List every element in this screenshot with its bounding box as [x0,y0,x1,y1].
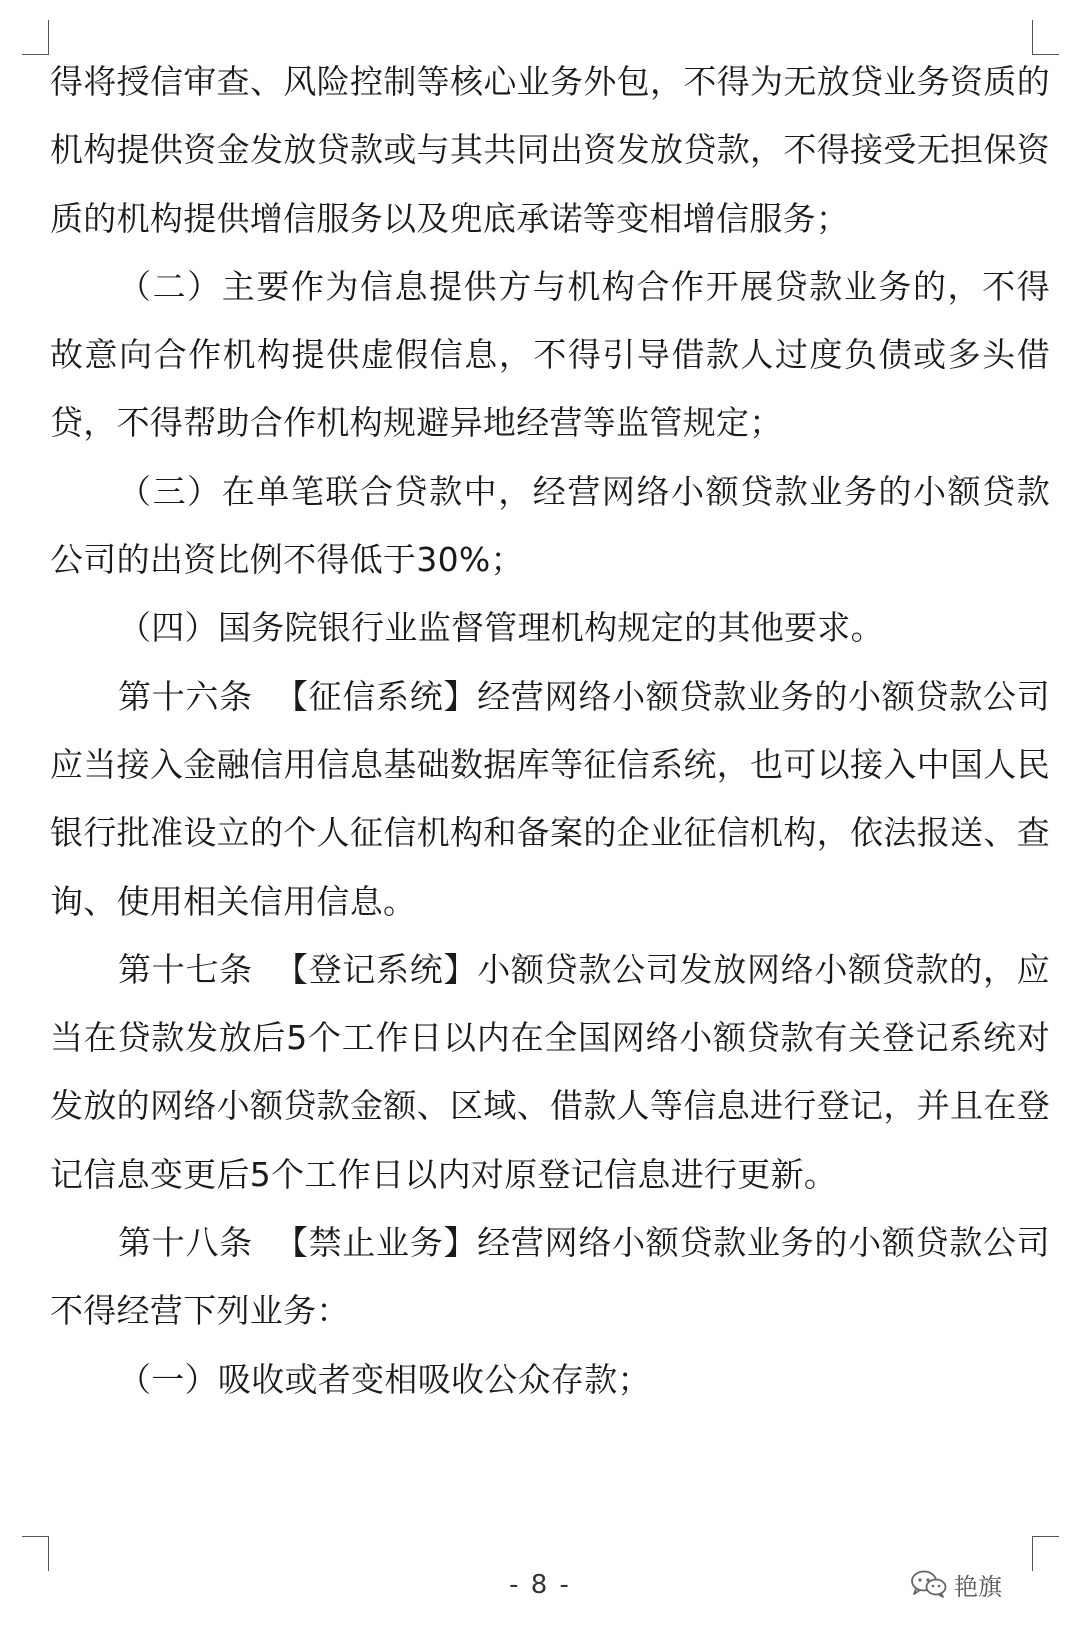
document-body [50,48,1050,1414]
paragraph-item-3 [50,458,1050,595]
paragraph-text: 【登记系统】小额贷款公司发放网络小额贷款的，应当在贷款发放后5个工作日以内在全国网络小额贷款有关登记系统对发放的网络小额贷款金额、区域、借款人等信息进行登记，并且在登记信息变更后5个工作日以内对原登记信息进行更新。 [50,949,1051,1194]
article-title: 第十七条 [118,949,253,989]
wechat-icon [910,1569,948,1599]
crop-mark-top-left [22,20,49,55]
paragraph-text: （四）国务院银行业监督管理机构规定的其他要求。 [118,608,884,648]
crop-mark-bottom-right [1032,1536,1059,1571]
paragraph-text: （三）在单笔联合贷款中，经营网络小额贷款业务的小额贷款公司的出资比例不得低于30%； [50,471,1050,580]
paragraph-text: 【禁止业务】经营网络小额贷款业务的小额贷款公司不得经营下列业务： [50,1223,1051,1331]
paragraph-text: 得将授信审查、风险控制等核心业务外包，不得为无放贷业务资质的机构提供资金发放贷款或与其共同出资发放贷款，不得接受无担保资质的机构提供增信服务以及兜底承诺等变相增信服务； [50,62,1050,238]
article-title: 第十八条 [118,1223,253,1263]
paragraph-text: 【征信系统】经营网络小额贷款业务的小额贷款公司应当接入金融信用信息基础数据库等征信系统，也可以接入中国人民银行批准设立的个人征信机构和备案的企业征信机构，依法报送、查询、使用相关信用信息。 [50,676,1051,921]
paragraph-text: （一）吸收或者变相吸收公众存款； [118,1359,651,1399]
paragraph-article-18 [50,1209,1050,1346]
paragraph-continuation [50,48,1050,253]
paragraph-item-2 [50,253,1050,458]
page-number: - 8 - [509,1570,571,1600]
paragraph-article-16 [50,663,1050,936]
paragraph-item-1 [50,1346,1050,1414]
paragraph-article-17 [50,936,1050,1209]
article-title: 第十六条 [118,676,253,716]
watermark-text: 艳旗 [954,1572,1002,1601]
paragraph-text: （二）主要作为信息提供方与机构合作开展贷款业务的，不得故意向合作机构提供虚假信息，不得引导借款人过度负债或多头借贷，不得帮助合作机构规避异地经营等监管规定； [50,266,1050,443]
watermark [910,1567,1002,1601]
paragraph-item-4 [50,594,1050,662]
crop-mark-bottom-left [22,1536,49,1571]
